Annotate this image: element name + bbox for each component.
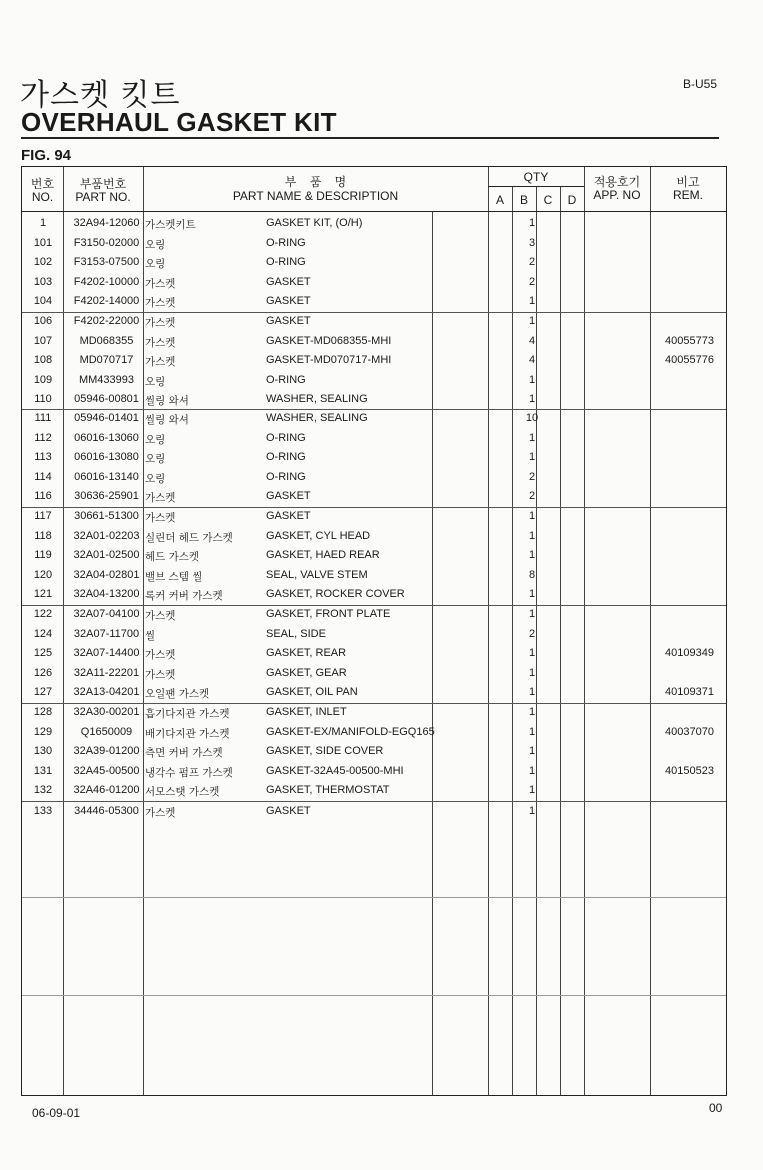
row-qty-b: 2: [528, 275, 536, 288]
row-name-english: WASHER, SEALING: [266, 412, 368, 424]
table-row: [22, 625, 726, 645]
row-number: 103: [33, 275, 53, 288]
row-name-english: GASKET, GEAR: [266, 666, 347, 679]
row-name-english: O-RING: [266, 236, 306, 249]
table-row: [22, 214, 726, 234]
row-number: 102: [33, 256, 53, 269]
row-name-korean: 가스켓: [145, 297, 176, 310]
row-part-number: 34446-05300: [74, 805, 139, 817]
row-number: 113: [34, 451, 52, 464]
row-name-korean: 밸브 스템 씰: [145, 570, 203, 583]
row-name-english: GASKET-EX/MANIFOLD-EGQ165: [266, 725, 435, 738]
row-name-korean: 오링: [145, 258, 166, 271]
row-number: 121: [33, 588, 53, 601]
row-number: 119: [34, 549, 52, 562]
table-row: [22, 371, 726, 391]
row-part-number: 06016-13060: [74, 431, 139, 444]
row-remark: 40037070: [665, 725, 714, 738]
row-part-number: F4202-22000: [73, 315, 140, 327]
row-name-english: GASKET: [266, 805, 311, 817]
table-row: [22, 802, 726, 822]
table-row: [22, 332, 726, 352]
row-part-number: 32A04-02801: [73, 568, 140, 581]
row-part-number: 32A01-02500: [73, 549, 140, 562]
row-number: 126: [33, 666, 53, 679]
row-name-english: O-RING: [266, 470, 306, 483]
row-number: 132: [33, 784, 53, 797]
row-name-korean: 측면 커버 가스켓: [145, 747, 223, 760]
row-number: 1: [39, 217, 47, 229]
row-part-number: F4202-14000: [73, 295, 140, 308]
row-number: 106: [33, 315, 53, 327]
figure-label: FIG. 94: [21, 147, 72, 164]
row-number: 127: [33, 686, 53, 699]
row-qty-b: 1: [528, 686, 536, 699]
table-row: [22, 253, 726, 273]
table-row: [22, 507, 726, 527]
row-name-english: O-RING: [266, 451, 306, 464]
row-number: 117: [34, 510, 52, 522]
row-name-english: GASKET: [266, 275, 311, 288]
row-qty-b: 1: [528, 431, 536, 444]
row-part-number: 30636-25901: [74, 490, 139, 503]
row-number: 128: [33, 706, 53, 718]
row-qty-b: 2: [528, 627, 536, 640]
header-part-kr: 부품번호: [79, 177, 127, 191]
row-name-korean: 흡기다지관 가스켓: [145, 708, 230, 720]
row-number: 122: [33, 608, 53, 620]
table-row: [22, 390, 726, 410]
row-name-english: GASKET: [266, 295, 311, 308]
table-row: [22, 644, 726, 664]
row-qty-b: 10: [525, 412, 539, 424]
row-number: 131: [33, 764, 53, 777]
row-part-number: 32A46-01200: [73, 784, 140, 797]
row-part-number: F4202-10000: [73, 275, 140, 288]
row-name-english: O-RING: [266, 256, 306, 269]
table-row: [22, 487, 726, 507]
row-remark: 40109371: [665, 686, 714, 699]
row-name-korean: 가스켓: [145, 807, 176, 819]
row-name-korean: 씰: [145, 629, 156, 642]
row-name-korean: 오링: [145, 472, 166, 485]
row-name-korean: 가스켓: [145, 492, 176, 505]
row-name-korean: 실린더 헤드 가스켓: [145, 531, 233, 544]
header-qty: QTY: [523, 170, 549, 184]
row-part-number: MM433993: [78, 373, 135, 386]
row-name-english: GASKET, ROCKER COVER: [266, 588, 405, 601]
row-number: 101: [33, 236, 53, 249]
row-name-english: GASKET, FRONT PLATE: [266, 608, 391, 620]
page-code: B-U55: [683, 77, 718, 91]
row-qty-b: 1: [528, 510, 536, 522]
row-qty-b: 1: [528, 706, 536, 718]
header-app-en: APP. NO: [593, 188, 641, 202]
row-name-korean: 가스켓: [145, 668, 176, 681]
row-qty-b: 8: [528, 568, 536, 581]
row-qty-b: 1: [528, 666, 536, 679]
table-row: [22, 605, 726, 625]
parts-table: [21, 166, 727, 1096]
header-part-en: PART NO.: [75, 190, 131, 204]
table-row: [22, 468, 726, 488]
row-qty-b: 4: [528, 334, 536, 347]
row-qty-b: 1: [528, 451, 536, 464]
row-remark: 40150523: [665, 764, 714, 777]
row-qty-b: 1: [528, 647, 536, 660]
row-qty-b: 1: [528, 784, 536, 797]
row-number: 111: [34, 412, 52, 424]
row-name-korean: 냉각수 펌프 가스켓: [145, 766, 233, 779]
table-row: [22, 292, 726, 312]
footer-date: 06-09-01: [32, 1106, 81, 1120]
row-name-english: SEAL, SIDE: [266, 627, 326, 640]
title-korean: 가스켓 킷트: [20, 78, 181, 113]
row-name-korean: 가스켓: [145, 610, 176, 622]
row-qty-b: 2: [528, 470, 536, 483]
row-name-english: GASKET, THERMOSTAT: [266, 784, 390, 797]
row-number: 130: [33, 745, 53, 758]
row-name-korean: 오링: [145, 453, 166, 466]
row-part-number: 05946-01401: [74, 412, 139, 424]
table-row: [22, 683, 726, 703]
row-qty-b: 1: [528, 588, 536, 601]
header-no-en: NO.: [31, 190, 54, 204]
title-divider: [21, 137, 719, 139]
row-name-korean: 가스켓: [145, 317, 176, 329]
row-part-number: 32A45-00500: [73, 764, 140, 777]
row-number: 108: [33, 354, 53, 367]
row-remark: 40055776: [665, 354, 714, 367]
row-part-number: 05946-00801: [74, 393, 139, 406]
row-part-number: 32A39-01200: [73, 745, 140, 758]
table-row: [22, 527, 726, 547]
row-name-english: GASKET-MD070717-MHI: [266, 354, 392, 367]
row-name-korean: 오링: [145, 433, 166, 446]
row-name-english: GASKET-32A45-00500-MHI: [266, 764, 404, 777]
row-part-number: 32A04-13200: [73, 588, 140, 601]
row-part-number: 32A11-22201: [73, 666, 140, 679]
row-name-english: O-RING: [266, 431, 306, 444]
row-qty-b: 1: [528, 745, 536, 758]
row-name-english: O-RING: [266, 373, 306, 386]
row-part-number: 32A07-04100: [73, 608, 140, 620]
row-qty-b: 1: [528, 217, 536, 229]
table-row: [22, 273, 726, 293]
row-qty-b: 1: [528, 549, 536, 562]
table-row: [22, 762, 726, 782]
table-row: [22, 351, 726, 371]
row-qty-b: 1: [528, 805, 536, 817]
table-row: [22, 781, 726, 801]
table-row: [22, 742, 726, 762]
row-name-english: WASHER, SEALING: [266, 393, 368, 406]
row-number: 114: [34, 470, 52, 483]
row-name-korean: 록커 커버 가스켓: [145, 590, 223, 603]
row-qty-b: 3: [528, 236, 536, 249]
row-number: 112: [34, 431, 52, 444]
row-name-english: GASKET, CYL HEAD: [266, 529, 371, 542]
row-name-english: GASKET: [266, 510, 311, 522]
row-name-korean: 가스켓: [145, 512, 176, 524]
table-row: [22, 664, 726, 684]
row-name-korean: 헤드 가스켓: [145, 551, 200, 564]
row-qty-b: 1: [528, 373, 536, 386]
row-part-number: 32A01-02203: [73, 529, 140, 542]
row-name-korean: 씰링 와셔: [145, 414, 189, 426]
table-row: [22, 723, 726, 743]
row-part-number: 06016-13080: [74, 451, 139, 464]
row-qty-b: 1: [528, 393, 536, 406]
row-name-english: GASKET: [266, 315, 311, 327]
header-rem-en: REM.: [673, 188, 703, 202]
row-qty-b: 1: [528, 764, 536, 777]
table-row: [22, 703, 726, 723]
table-row: [22, 312, 726, 332]
table-row: [22, 566, 726, 586]
row-name-korean: 오일팬 가스켓: [145, 688, 210, 701]
row-qty-b: 1: [528, 315, 536, 327]
row-qty-b: 2: [528, 490, 536, 503]
row-number: 104: [33, 295, 53, 308]
row-name-english: GASKET: [266, 490, 311, 503]
header-qty-a: A: [495, 193, 504, 207]
row-part-number: F3153-07500: [73, 256, 140, 269]
header-qty-b: B: [519, 193, 528, 207]
row-remark: 40109349: [665, 647, 714, 660]
table-row: [22, 234, 726, 254]
table-row: [22, 429, 726, 449]
row-name-english: GASKET, HAED REAR: [266, 549, 380, 562]
row-part-number: 32A30-00201: [73, 706, 140, 718]
row-part-number: MD070717: [79, 354, 134, 367]
row-name-korean: 가스켓: [145, 356, 176, 369]
row-name-korean: 오링: [145, 238, 166, 251]
row-number: 125: [33, 647, 53, 660]
header-app-kr: 적용호기: [593, 175, 641, 189]
row-name-english: GASKET, REAR: [266, 647, 347, 660]
row-number: 120: [33, 568, 53, 581]
row-name-korean: 가스켓: [145, 277, 176, 290]
row-number: 124: [33, 627, 53, 640]
table-row: [22, 448, 726, 468]
title-english: OVERHAUL GASKET KIT: [21, 107, 337, 137]
row-qty-b: 1: [528, 295, 536, 308]
row-part-number: 32A13-04201: [73, 686, 140, 699]
row-number: 118: [34, 529, 52, 542]
header-no-kr: 번호: [30, 177, 55, 191]
footer-page: 00: [709, 1101, 723, 1115]
row-part-number: Q1650009: [80, 725, 133, 738]
row-part-number: 32A07-11700: [73, 627, 140, 640]
table-row: [22, 585, 726, 605]
row-name-korean: 서모스탯 가스켓: [145, 786, 220, 799]
row-qty-b: 2: [528, 256, 536, 269]
row-number: 107: [33, 334, 53, 347]
row-part-number: 06016-13140: [74, 470, 139, 483]
header-name-kr: 부 품 명: [284, 175, 347, 189]
row-name-english: GASKET, INLET: [266, 706, 347, 718]
row-name-korean: 가스켓: [145, 649, 176, 662]
row-part-number: MD068355: [79, 334, 134, 347]
row-part-number: 30661-51300: [74, 510, 139, 522]
row-part-number: F3150-02000: [73, 236, 140, 249]
row-qty-b: 4: [528, 354, 536, 367]
row-number: 110: [34, 393, 52, 406]
row-number: 116: [34, 490, 52, 503]
table-row: [22, 546, 726, 566]
header-qty-c: C: [543, 193, 553, 207]
row-name-korean: 오링: [145, 375, 166, 388]
row-name-english: SEAL, VALVE STEM: [266, 568, 368, 581]
row-number: 109: [33, 373, 53, 386]
header-rem-kr: 비고: [676, 175, 700, 189]
row-name-english: GASKET-MD068355-MHI: [266, 334, 392, 347]
row-name-english: GASKET, SIDE COVER: [266, 745, 384, 758]
row-name-korean: 배기다지관 가스켓: [145, 727, 230, 740]
row-name-english: GASKET, OIL PAN: [266, 686, 358, 699]
row-name-korean: 가스켓키트: [145, 219, 196, 231]
table-row: [22, 409, 726, 429]
row-part-number: 32A94-12060: [73, 217, 140, 229]
row-number: 129: [33, 725, 53, 738]
row-qty-b: 1: [528, 529, 536, 542]
row-qty-b: 1: [528, 725, 536, 738]
row-part-number: 32A07-14400: [73, 647, 140, 660]
row-number: 133: [33, 805, 53, 817]
row-name-korean: 가스켓: [145, 336, 176, 349]
header-qty-d: D: [567, 193, 577, 207]
row-remark: 40055773: [665, 334, 714, 347]
row-name-english: GASKET KIT, (O/H): [266, 217, 363, 229]
header-name-en: PART NAME & DESCRIPTION: [232, 189, 399, 203]
row-name-korean: 씰링 와셔: [145, 395, 189, 408]
row-qty-b: 1: [528, 608, 536, 620]
